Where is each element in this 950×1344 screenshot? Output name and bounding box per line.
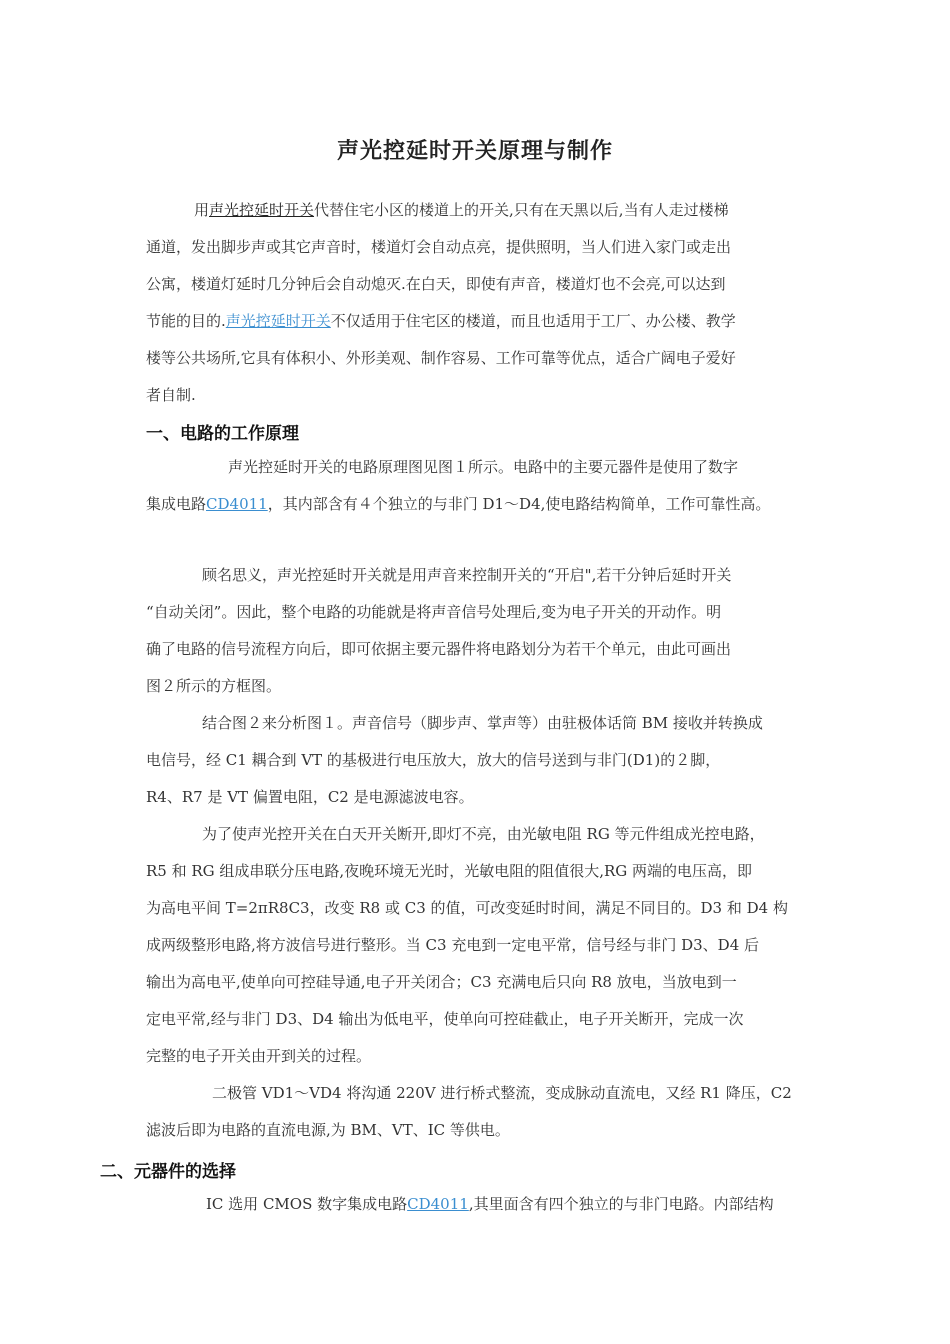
section-heading-2: 二、元器件的选择 (100, 1162, 236, 1182)
section1-p2-line-1: 顾名思义，声光控延时开关就是用声音来控制开关的“开启",若干分钟后延时开关 (202, 566, 732, 584)
intro-line-5: 楼等公共场所,它具有体积小、外形美观、制作容易、工作可靠等优点，适合广阔电子爱好 (146, 349, 736, 367)
section1-p4-line-4: 成两级整形电路,将方波信号进行整形。当 C3 充电到一定电平常，信号经与非门 D3、D4 后 (146, 936, 760, 954)
section2-p1-line-1 (206, 1194, 774, 1214)
switch-link[interactable]: 声光控延时开关 (225, 312, 331, 330)
body-text: 集成电路 (146, 495, 207, 513)
underlined-term: 声光控延时开关 (209, 201, 315, 219)
section1-p4-line-5: 输出为高电平,使单向可控硅导通,电子开关闭合；C3 充满电后只向 R8 放电，当放电到一 (146, 973, 737, 991)
intro-line-2: 通道，发出脚步声或其它声音时，楼道灯会自动点亮，提供照明，当人们进入家门或走出 (146, 238, 732, 256)
section1-p3-line-1: 结合图２来分析图１。声音信号（脚步声、掌声等）由驻极体话筒 BM 接收并转换成 (202, 714, 763, 732)
section1-p4-line-1: 为了使声光控开关在白天开关断开,即灯不亮，由光敏电阻 RG 等元件组成光控电路， (202, 825, 765, 843)
cd4011-link[interactable]: CD4011 (407, 1195, 469, 1213)
section1-p5-line-1: 二极管 VD1～VD4 将沟通 220V 进行桥式整流，变成脉动直流电，又经 R1 降压，C2 (212, 1084, 792, 1102)
intro-line-4 (146, 311, 736, 331)
body-text: IC 选用 CMOS 数字集成电路 (206, 1195, 408, 1213)
section1-p4-line-2: R5 和 RG 组成串联分压电路,夜晚环境无光时，光敏电阻的阻值很大,RG 两端的电压高，即 (146, 862, 753, 880)
section1-p4-line-7: 完整的电子开关由开到关的过程。 (146, 1047, 372, 1065)
intro-text: 不仅适用于住宅区的楼道，而且也适用于工厂、办公楼、教学 (330, 312, 736, 330)
body-text: ，其内部含有４个独立的与非门 D1～D4,使电路结构简单，工作可靠性高。 (267, 495, 771, 513)
intro-text: 节能的目的. (146, 312, 226, 330)
body-text: ,其里面含有四个独立的与非门电路。内部结构 (468, 1195, 774, 1213)
section1-p5-line-2: 滤波后即为电路的直流电源,为 BM、VT、IC 等供电。 (146, 1121, 510, 1139)
section-heading-1: 一、电路的工作原理 (146, 424, 299, 444)
intro-line-3: 公寓，楼道灯延时几分钟后会自动熄灭.在白天，即使有声音，楼道灯也不会亮,可以达到 (146, 275, 726, 293)
section1-p4-line-6: 定电平常,经与非门 D3、D4 输出为低电平，使单向可控硅截止，电子开关断开，完成一次 (146, 1010, 744, 1028)
page-title: 声光控延时开关原理与制作 (336, 139, 613, 164)
section1-p2-line-3: 确了电路的信号流程方向后，即可依据主要元器件将电路划分为若干个单元，由此可画出 (146, 640, 732, 658)
section1-p2-line-2: “自动关闭”。因此，整个电路的功能就是将声音信号处理后,变为电子开关的开动作。明 (146, 603, 722, 621)
section1-p3-line-3: R4、R7 是 VT 偏置电阻，C2 是电源滤波电容。 (146, 788, 474, 806)
intro-text: 用 (194, 201, 210, 219)
section1-p1-line-1: 声光控延时开关的电路原理图见图１所示。电路中的主要元器件是使用了数字 (228, 458, 739, 476)
section1-p3-line-2: 电信号，经 C1 耦合到 VT 的基极进行电压放大，放大的信号送到与非门(D1)的２脚， (146, 751, 721, 769)
section1-p2-line-4: 图２所示的方框图。 (146, 677, 282, 695)
intro-line-1 (194, 200, 729, 220)
section1-p4-line-3: 为高电平间 T=2πR8C3，改变 R8 或 C3 的值，可改变延时时间，满足不同目的。D3 和 D4 构 (146, 899, 788, 917)
cd4011-link[interactable]: CD4011 (206, 495, 268, 513)
intro-text: 代替住宅小区的楼道上的开关,只有在天黑以后,当有人走过楼梯 (314, 201, 729, 219)
intro-line-6: 者自制. (146, 386, 196, 404)
section1-p1-line-2 (146, 494, 770, 514)
